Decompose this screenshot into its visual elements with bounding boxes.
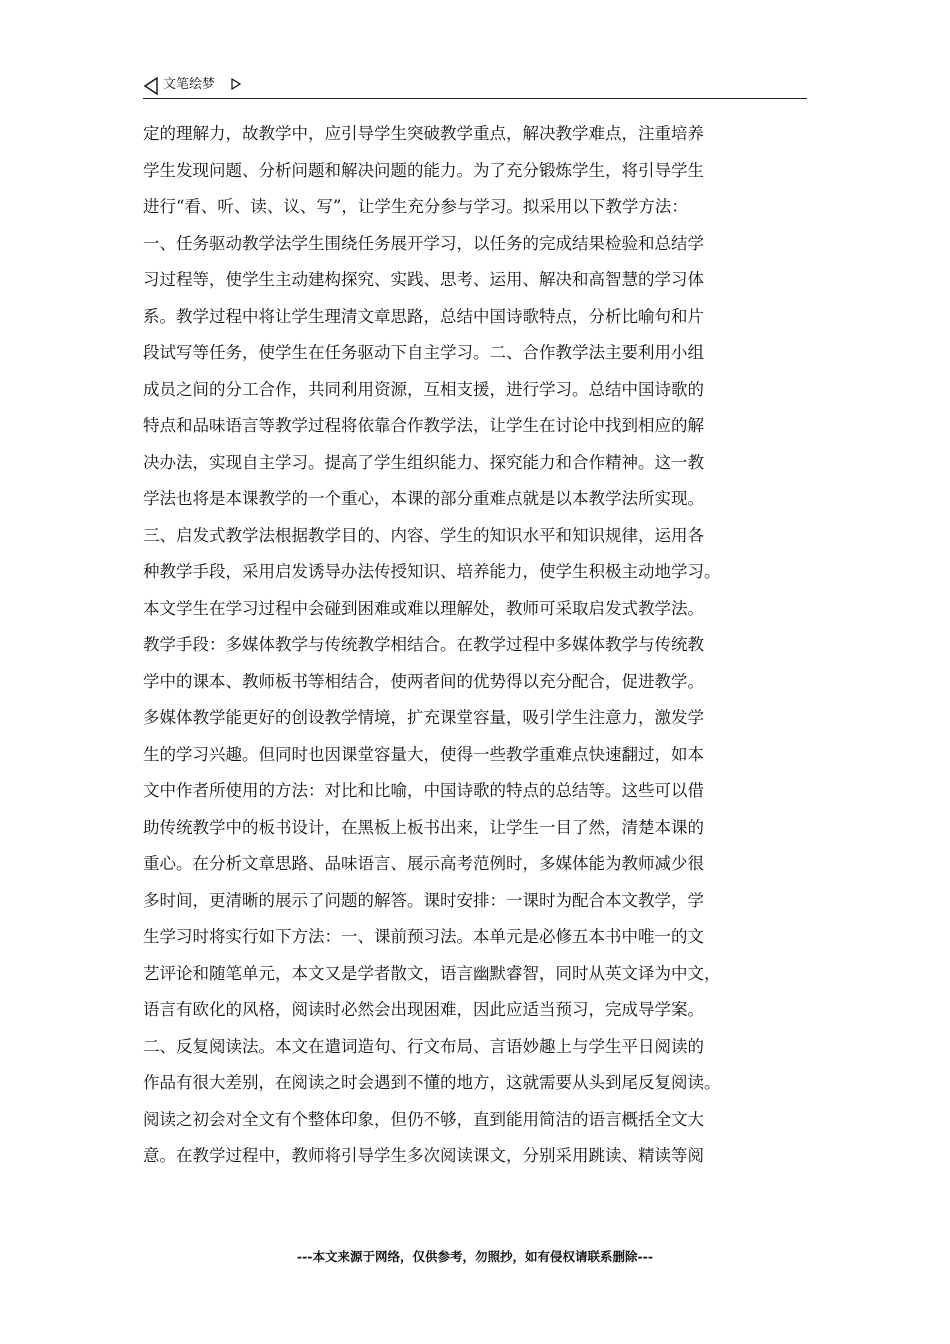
header-title: 文笔绘梦 <box>163 77 216 92</box>
text-line: 成员之间的分工合作，共同利用资源，互相支援，进行学习。总结中国诗歌的 <box>143 379 704 399</box>
text-line: 多媒体教学能更好的创设教学情境，扩充课堂容量，吸引学生注意力，激发学 <box>143 708 704 727</box>
text-line: 助传统教学中的板书设计，在黑板上板书出来，让学生一目了然，清楚本课的 <box>143 817 704 837</box>
text-line: 段试写等任务，使学生在任务驱动下自主学习。二、合作教学法主要利用小组 <box>143 343 704 362</box>
text-line: 教学手段：多媒体教学与传统教学相结合。在教学过程中多媒体教学与传统教 <box>143 635 704 654</box>
text-line: 进行“看、听、读、议、写”，让学生充分参与学习。拟采用以下教学方法： <box>143 197 688 216</box>
text-line: 特点和品味语言等教学过程将依靠合作教学法，让学生在讨论中找到相应的解 <box>143 416 704 435</box>
text-line: 阅读之初会对全文有个整体印象，但仍不够，直到能用简洁的语言概括全文大 <box>143 1109 704 1129</box>
left-triangle-outline-icon <box>143 77 159 95</box>
text-line: 本文学生在学习过程中会碰到困难或难以理解处，教师可采取启发式教学法。 <box>143 598 704 618</box>
text-line: 二、反复阅读法。本文在遣词造句、行文布局、言语妙趣上与学生平日阅读的 <box>143 1036 704 1056</box>
text-line: 生的学习兴趣。但同时也因课堂容量大，使得一些教学重难点快速翻过，如本 <box>143 744 704 764</box>
text-line: 艺评论和随笔单元，本文又是学者散文，语言幽默睿智，同时从英文译为中文， <box>143 963 721 983</box>
text-line: 作品有很大差别，在阅读之时会遇到不懂的地方，这就需要从头到尾反复阅读。 <box>143 1073 721 1092</box>
text-line: 意。在教学过程中，教师将引导学生多次阅读课文，分别采用跳读、精读等阅 <box>143 1146 704 1165</box>
document-body <box>143 116 807 1175</box>
text-line: 习过程等，使学生主动建构探究、实践、思考、运用、解决和高智慧的学习体 <box>143 270 704 289</box>
right-triangle-outline-icon <box>231 78 241 90</box>
text-line: 一、任务驱动教学法学生围绕任务展开学习，以任务的完成结果检验和总结学 <box>143 233 704 253</box>
text-line: 种教学手段，采用启发诱导办法传授知识、培养能力，使学生积极主动地学习。 <box>143 562 721 581</box>
text-line: 决办法，实现自主学习。提高了学生组织能力、探究能力和合作精神。这一教 <box>143 452 704 472</box>
text-line: 文中作者所使用的方法：对比和比喻，中国诗歌的特点的总结等。这些可以借 <box>143 781 704 800</box>
text-line: 三、启发式教学法根据教学目的、内容、学生的知识水平和知识规律，运用各 <box>143 525 704 545</box>
text-line: 多时间，更清晰的展示了问题的解答。课时安排：一课时为配合本文教学，学 <box>143 890 704 910</box>
footer-disclaimer: ---本文来源于网络，仅供参考，勿照抄，如有侵权请联系删除--- <box>296 1249 654 1264</box>
text-line: 定的理解力，故教学中，应引导学生突破教学重点，解决教学难点，注重培养 <box>143 124 704 143</box>
text-line: 语言有欧化的风格，阅读时必然会出现困难，因此应适当预习，完成导学案。 <box>143 1000 704 1019</box>
text-line: 学法也将是本课教学的一个重心，本课的部分重难点就是以本教学法所实现。 <box>143 489 704 508</box>
page-header <box>143 74 807 99</box>
text-line: 学中的课本、教师板书等相结合，使两者间的优势得以充分配合，促进教学。 <box>143 671 704 691</box>
text-line: 重心。在分析文章思路、品味语言、展示高考范例时，多媒体能为教师减少很 <box>143 854 704 873</box>
text-line: 系。教学过程中将让学生理清文章思路，总结中国诗歌特点，分析比喻句和片 <box>143 306 704 326</box>
text-line: 生学习时将实行如下方法：一、课前预习法。本单元是必修五本书中唯一的文 <box>143 927 704 946</box>
text-line: 学生发现问题、分析问题和解决问题的能力。为了充分锻炼学生，将引导学生 <box>143 160 704 180</box>
